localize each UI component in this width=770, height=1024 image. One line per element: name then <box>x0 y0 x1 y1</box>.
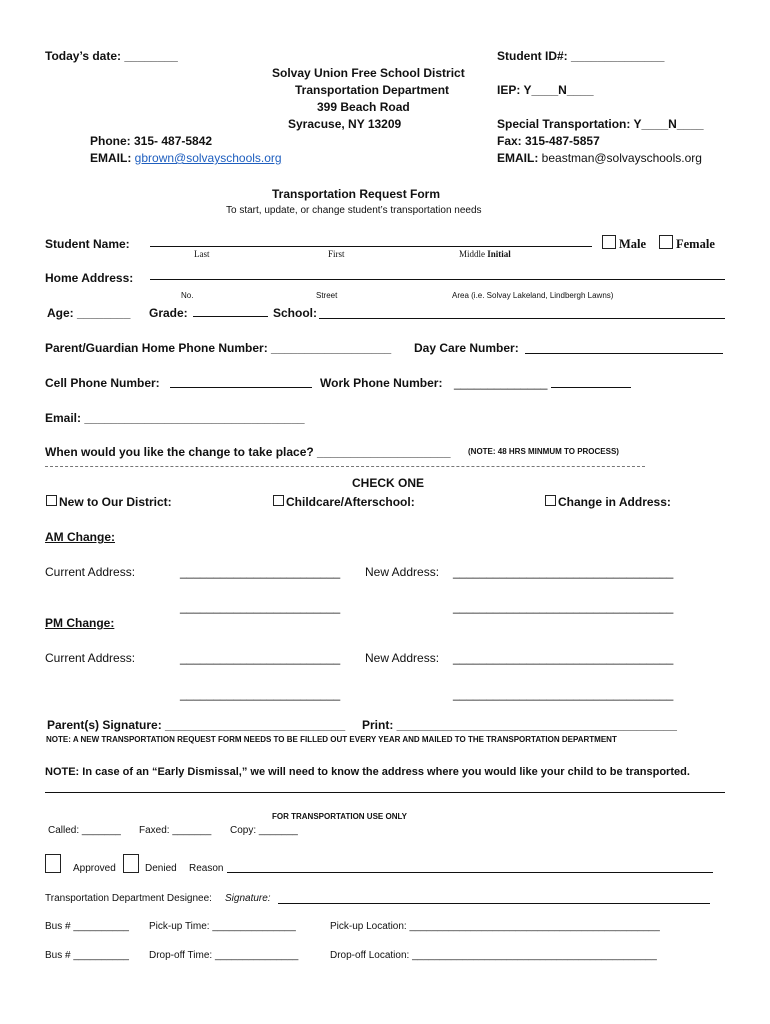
office-use-heading: FOR TRANSPORTATION USE ONLY <box>272 812 407 821</box>
am-current-line-1[interactable]: ________________________ <box>180 565 341 579</box>
work-phone-line[interactable] <box>551 387 631 388</box>
reason-label: Reason <box>189 863 224 874</box>
dropoff-location-field[interactable]: Drop-off Location: ____________________________________________ <box>330 950 657 961</box>
pickup-location-field[interactable]: Pick-up Location: _____________________________________________ <box>330 921 660 932</box>
cell-phone-line[interactable] <box>170 387 312 388</box>
reason-line[interactable] <box>227 872 713 873</box>
district-city: Syracuse, NY 13209 <box>288 117 402 131</box>
fax-number: Fax: 315-487-5857 <box>497 134 600 148</box>
school-label: School: <box>273 306 317 320</box>
pm-new-label: New Address: <box>365 651 440 665</box>
student-name-line[interactable] <box>150 246 592 247</box>
first-caption: First <box>328 249 345 259</box>
form-subtitle: To start, update, or change student’s transportation needs <box>226 205 482 216</box>
middle-caption: Middle <box>459 249 485 259</box>
pm-new-line-2[interactable]: _________________________________ <box>453 687 674 701</box>
phone-number: Phone: 315- 487-5842 <box>90 134 213 148</box>
designee-label: Transportation Department Designee: <box>45 893 212 904</box>
new-district-label: New to Our District: <box>59 495 172 509</box>
area-caption: Area (i.e. Solvay Lakeland, Lindbergh Lawns) <box>452 291 614 300</box>
female-checkbox[interactable] <box>659 235 673 249</box>
annual-form-note: NOTE: A NEW TRANSPORTATION REQUEST FORM NEEDS TO BE FILLED OUT EVERY YEAR AND MAILED TO THE TRANSPORTATION DEPARTMENT <box>46 735 617 744</box>
copy-field[interactable]: Copy: _______ <box>230 825 298 836</box>
bus-number-2[interactable]: Bus # __________ <box>45 950 129 961</box>
email-right <box>497 152 702 164</box>
department-name: Transportation Department <box>295 83 450 97</box>
pm-change-heading: PM Change: <box>45 616 115 630</box>
am-current-line-2[interactable]: ________________________ <box>180 600 341 614</box>
email-left-link[interactable]: gbrown@solvayschools.org <box>134 151 282 165</box>
age-field[interactable]: Age: ________ <box>47 306 131 320</box>
special-transport-field[interactable]: Special Transportation: Y____N____ <box>497 117 704 131</box>
email-left-label: EMAIL: <box>90 151 132 165</box>
initial-caption: Initial <box>487 249 511 259</box>
district-name: Solvay Union Free School District <box>272 66 465 80</box>
dropoff-time-field[interactable]: Drop-off Time: _______________ <box>149 950 299 961</box>
cell-phone-label: Cell Phone Number: <box>45 376 160 390</box>
denied-label: Denied <box>145 863 177 874</box>
email-field[interactable]: Email: _________________________________ <box>45 411 305 425</box>
am-new-line-1[interactable]: _________________________________ <box>453 565 674 579</box>
bus-number-1[interactable]: Bus # __________ <box>45 921 129 932</box>
pm-new-line-1[interactable]: _________________________________ <box>453 651 674 665</box>
daycare-line[interactable] <box>525 353 723 354</box>
am-new-line-2[interactable]: _________________________________ <box>453 600 674 614</box>
grade-line[interactable] <box>193 316 268 317</box>
form-title: Transportation Request Form <box>272 187 441 201</box>
designee-signature-label: Signature: <box>225 893 271 904</box>
early-dismissal-note: NOTE: In case of an “Early Dismissal,” we will need to know the address where you would like your child to be transported. <box>45 766 690 778</box>
work-phone-blank[interactable]: ______________ <box>454 376 548 390</box>
grade-label: Grade: <box>149 306 188 320</box>
office-divider <box>45 792 725 793</box>
student-id-field[interactable]: Student ID#: ______________ <box>497 49 665 63</box>
am-change-heading: AM Change: <box>45 530 115 544</box>
pm-current-line-2[interactable]: ________________________ <box>180 687 341 701</box>
new-district-checkbox[interactable] <box>46 495 57 506</box>
male-label: Male <box>619 237 647 251</box>
called-field[interactable]: Called: _______ <box>48 825 121 836</box>
approved-label: Approved <box>73 863 116 874</box>
change-date-note: (NOTE: 48 HRS MINMUM TO PROCESS) <box>468 447 619 456</box>
home-address-label: Home Address: <box>45 271 134 285</box>
childcare-checkbox[interactable] <box>273 495 284 506</box>
email-right-label: EMAIL: <box>497 151 539 165</box>
student-name-label: Student Name: <box>45 237 130 251</box>
faxed-field[interactable]: Faxed: _______ <box>139 825 212 836</box>
change-date-field[interactable]: When would you like the change to take place? ____________________ <box>45 445 451 459</box>
am-new-label: New Address: <box>365 565 440 579</box>
pm-current-label: Current Address: <box>45 651 136 665</box>
change-address-label: Change in Address: <box>558 495 671 509</box>
approved-checkbox[interactable] <box>45 854 61 873</box>
email-right-address: beastman@solvayschools.org <box>541 151 702 165</box>
pm-current-line-1[interactable]: ________________________ <box>180 651 341 665</box>
school-line[interactable] <box>319 318 725 319</box>
home-address-line[interactable] <box>150 279 725 280</box>
todays-date-field[interactable]: Today’s date: ________ <box>45 49 178 63</box>
parent-signature-field[interactable]: Parent(s) Signature: ___________________________ <box>47 718 346 732</box>
female-label: Female <box>676 237 715 251</box>
designee-signature-line[interactable] <box>278 903 710 904</box>
childcare-label: Childcare/Afterschool: <box>286 495 415 509</box>
work-phone-label: Work Phone Number: <box>320 376 443 390</box>
print-name-field[interactable]: Print: __________________________________________ <box>362 718 677 732</box>
am-current-label: Current Address: <box>45 565 136 579</box>
daycare-label: Day Care Number: <box>414 341 519 355</box>
change-address-checkbox[interactable] <box>545 495 556 506</box>
pickup-time-field[interactable]: Pick-up Time: _______________ <box>149 921 296 932</box>
section-divider <box>45 466 645 467</box>
email-left <box>90 152 282 164</box>
street-caption: Street <box>316 291 338 300</box>
no-caption: No. <box>181 291 194 300</box>
check-one-heading: CHECK ONE <box>352 476 425 490</box>
middle-initial-caption <box>459 250 511 259</box>
last-caption: Last <box>194 249 210 259</box>
denied-checkbox[interactable] <box>123 854 139 873</box>
male-checkbox[interactable] <box>602 235 616 249</box>
district-street: 399 Beach Road <box>317 100 410 114</box>
iep-field[interactable]: IEP: Y____N____ <box>497 83 594 97</box>
parent-phone-field[interactable]: Parent/Guardian Home Phone Number: __________________ <box>45 341 392 355</box>
